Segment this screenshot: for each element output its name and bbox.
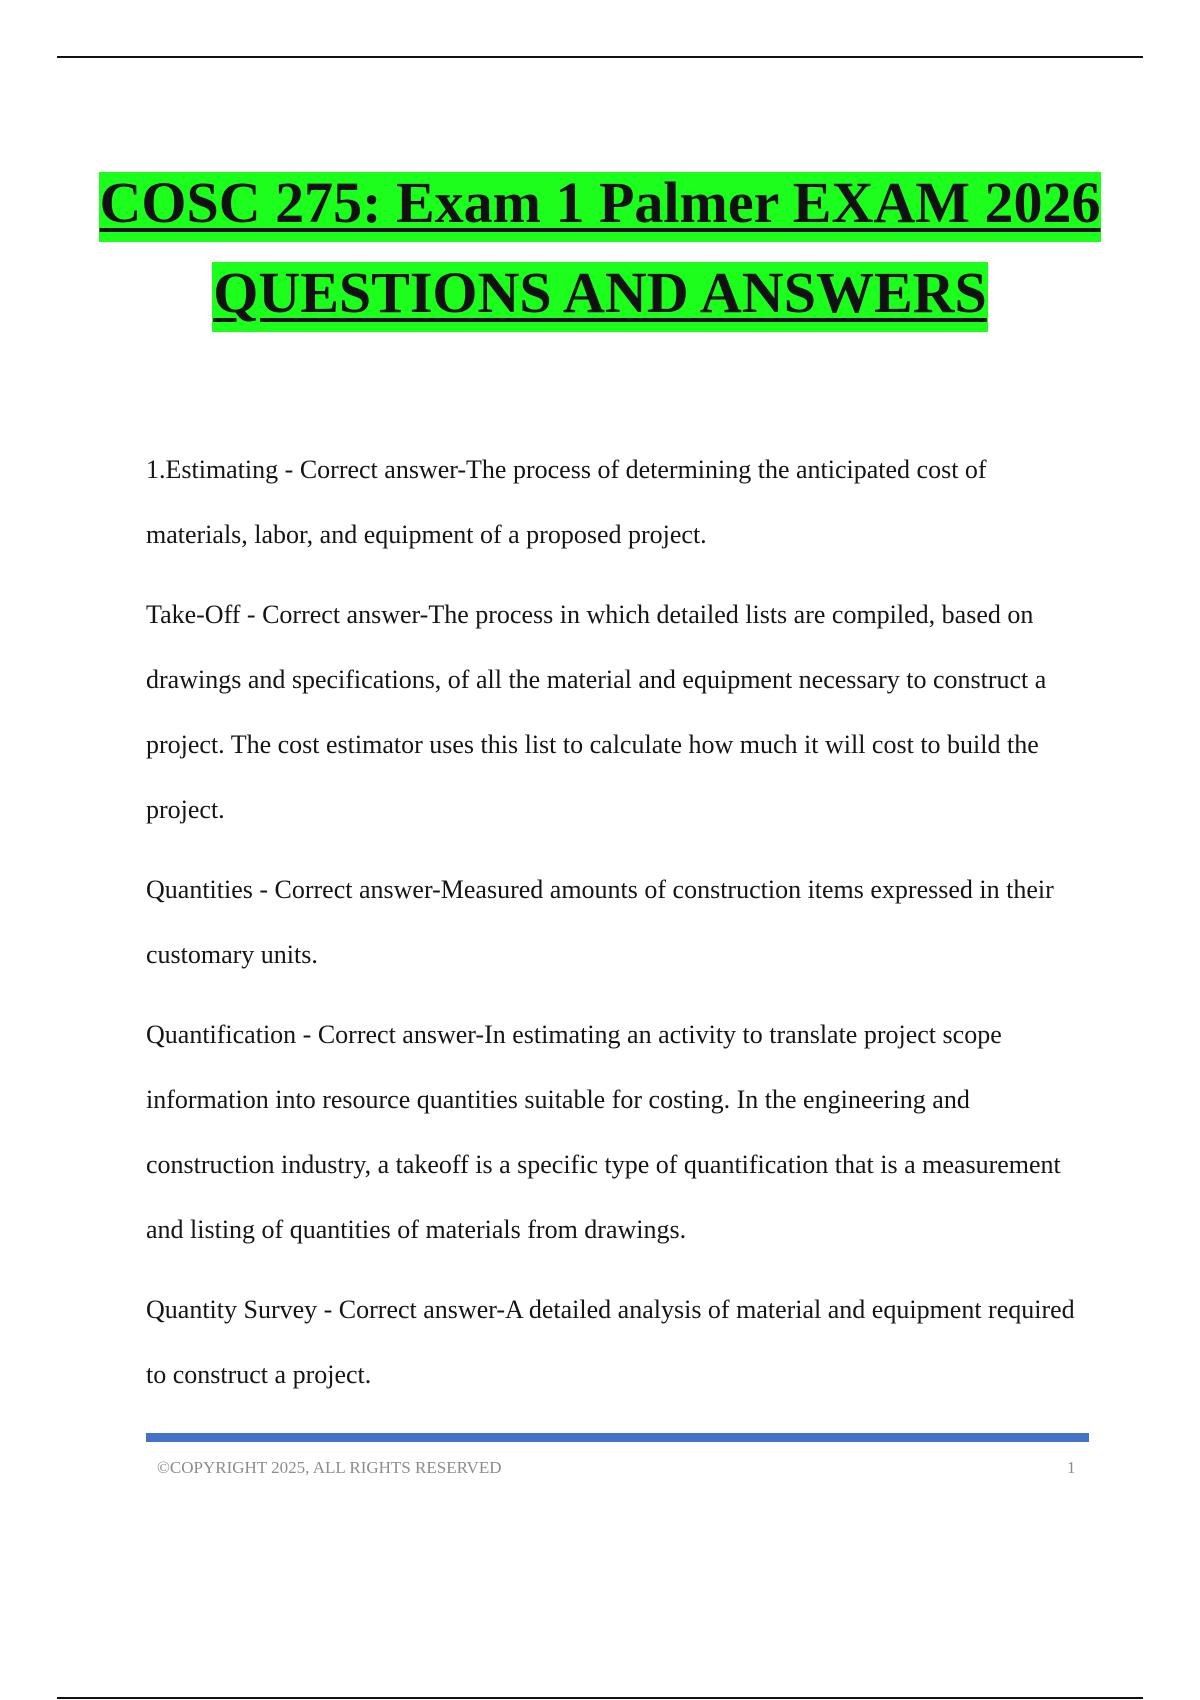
qa-entry-quantification: Quantification - Correct answer-In estimating an activity to translate project scope information into resource quantities suitable for costing. In the engineering and construction industry, a takeoff is a specific type of quantification that is a measurement and listing of quantities of materials from drawings. — [146, 1020, 1061, 1244]
qa-entry-take-off: Take-Off - Correct answer-The process in which detailed lists are compiled, based on drawings and specifications, of all the material and equipment necessary to construct a project. The cost estimator uses this list to calculate how much it will cost to build the project. — [146, 600, 1047, 824]
title-line-2: QUESTIONS AND ANSWERS — [212, 262, 988, 332]
qa-entry-quantity-survey: Quantity Survey - Correct answer-A detailed analysis of material and equipment required to construct a project. — [146, 1295, 1075, 1389]
footer-copyright: ©COPYRIGHT 2025, ALL RIGHTS RESERVED — [157, 1458, 502, 1477]
qa-entry-estimating: 1.Estimating - Correct answer-The process of determining the anticipated cost of materials, labor, and equipment of a proposed project. — [146, 455, 987, 549]
title-line-1: COSC 275: Exam 1 Palmer EXAM 2026 — [99, 172, 1102, 242]
page-top-rule — [57, 56, 1143, 58]
footer-page-number: 1 — [1067, 1458, 1076, 1477]
qa-content — [146, 437, 1086, 1422]
page-bottom-rule — [57, 1697, 1143, 1699]
document-title — [0, 172, 1200, 332]
qa-entry-quantities: Quantities - Correct answer-Measured amounts of construction items expressed in their customary units. — [146, 875, 1054, 969]
footer-bar — [146, 1433, 1089, 1442]
